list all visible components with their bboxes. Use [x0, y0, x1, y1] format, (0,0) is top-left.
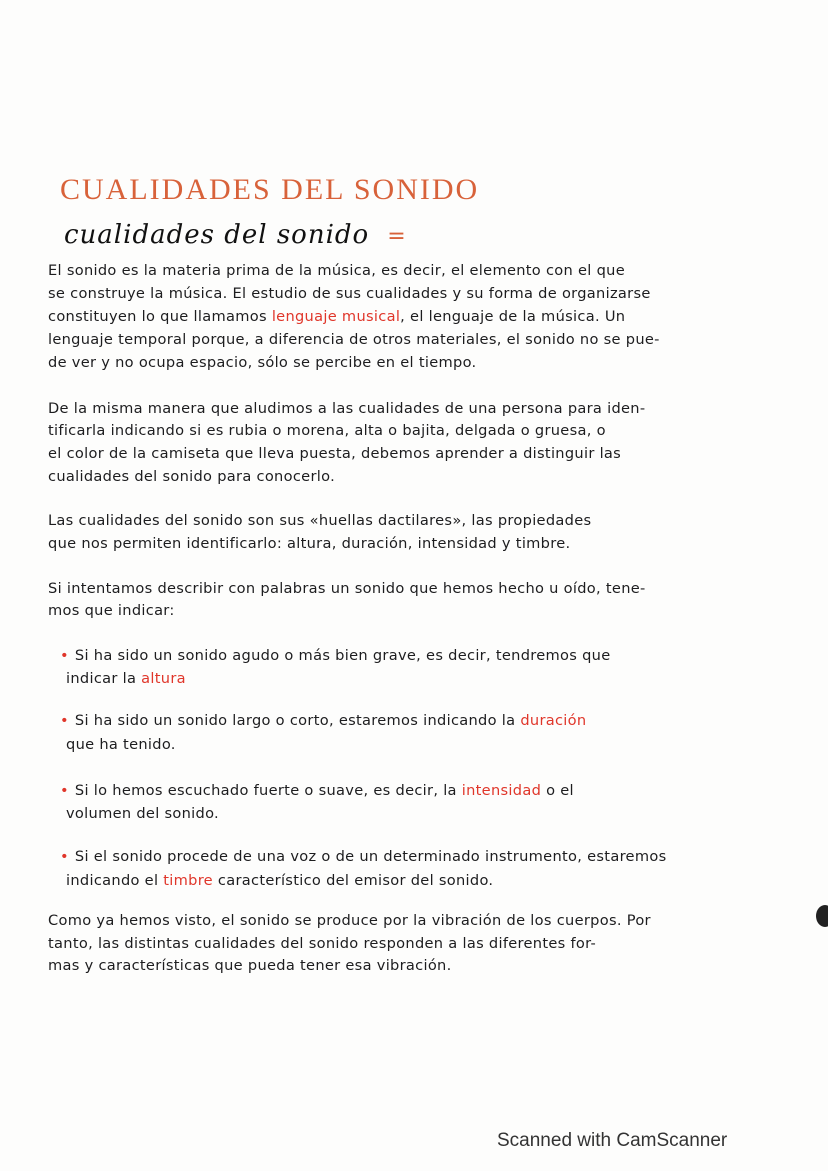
text-line: El sonido es la materia prima de la música, es decir, el elemento con el que	[48, 262, 625, 279]
text: Si ha sido un sonido largo o corto, estaremos indicando la	[74, 712, 521, 729]
text: constituyen lo que llamamos	[48, 308, 272, 325]
title-caps: CUALIDADES DEL SONIDO	[60, 173, 480, 206]
text: indicar la	[66, 670, 142, 687]
highlight-term: intensidad	[461, 782, 542, 799]
list-item-cont: volumen del sonido.	[66, 805, 219, 822]
title-row	[64, 218, 406, 254]
text-line: De la misma manera que aludimos a las cualidades de una persona para iden-	[48, 400, 646, 417]
ink-blot	[816, 905, 828, 927]
text-line: de ver y no ocupa espacio, sólo se percibe en el tiempo.	[48, 354, 477, 371]
text: Si el sonido procede de una voz o de un determinado instrumento, estaremos	[74, 848, 667, 865]
bullet-icon: •	[60, 848, 69, 865]
bullet-icon: •	[60, 782, 69, 799]
list-item-cont: que ha tenido.	[66, 736, 176, 753]
bullet-icon: •	[60, 712, 69, 729]
text-line: Si intentamos describir con palabras un sonido que hemos hecho u oído, tene-	[48, 580, 646, 597]
list-item	[60, 647, 611, 664]
text-line	[48, 308, 625, 325]
text-line: lenguaje temporal porque, a diferencia de otros materiales, el sonido no se pue-	[48, 331, 660, 348]
text-line: el color de la camiseta que lleva puesta, debemos aprender a distinguir las	[48, 445, 622, 462]
highlight-term: lenguaje musical	[271, 308, 401, 325]
text-line: Como ya hemos visto, el sonido se produce por la vibración de los cuerpos. Por	[48, 912, 651, 929]
text: , el lenguaje de la música. Un	[400, 308, 626, 325]
text-line: se construye la música. El estudio de sus cualidades y su forma de organizarse	[48, 285, 651, 302]
text: característico del emisor del sonido.	[212, 872, 494, 889]
list-item-cont	[66, 872, 493, 889]
text-line: tanto, las distintas cualidades del sonido responden a las diferentes for-	[48, 935, 597, 952]
text-line: Las cualidades del sonido son sus «huellas dactilares», las propiedades	[48, 512, 592, 529]
text-line: que nos permiten identificarlo: altura, duración, intensidad y timbre.	[48, 535, 571, 552]
text-line: mos que indicar:	[48, 602, 175, 619]
highlight-term: timbre	[163, 872, 213, 889]
list-item	[60, 848, 666, 865]
list-item-cont	[66, 670, 186, 687]
bullet-icon: •	[60, 647, 69, 664]
list-item	[60, 782, 574, 799]
text-line: tificarla indicando si es rubia o morena, alta o bajita, delgada o gruesa, o	[48, 422, 606, 439]
text-line: mas y características que pueda tener esa vibración.	[48, 957, 452, 974]
list-item	[60, 712, 586, 729]
highlight-term: altura	[141, 670, 186, 687]
text-line: cualidades del sonido para conocerlo.	[48, 468, 336, 485]
text: indicando el	[66, 872, 164, 889]
text: Si ha sido un sonido agudo o más bien grave, es decir, tendremos que	[74, 647, 611, 664]
title-mark: =	[387, 224, 406, 249]
text: o el	[541, 782, 574, 799]
scanner-watermark: Scanned with CamScanner	[497, 1130, 728, 1151]
highlight-term: duración	[520, 712, 587, 729]
title-cursive: cualidades del sonido	[64, 220, 370, 250]
text: Si lo hemos escuchado fuerte o suave, es decir, la	[74, 782, 462, 799]
